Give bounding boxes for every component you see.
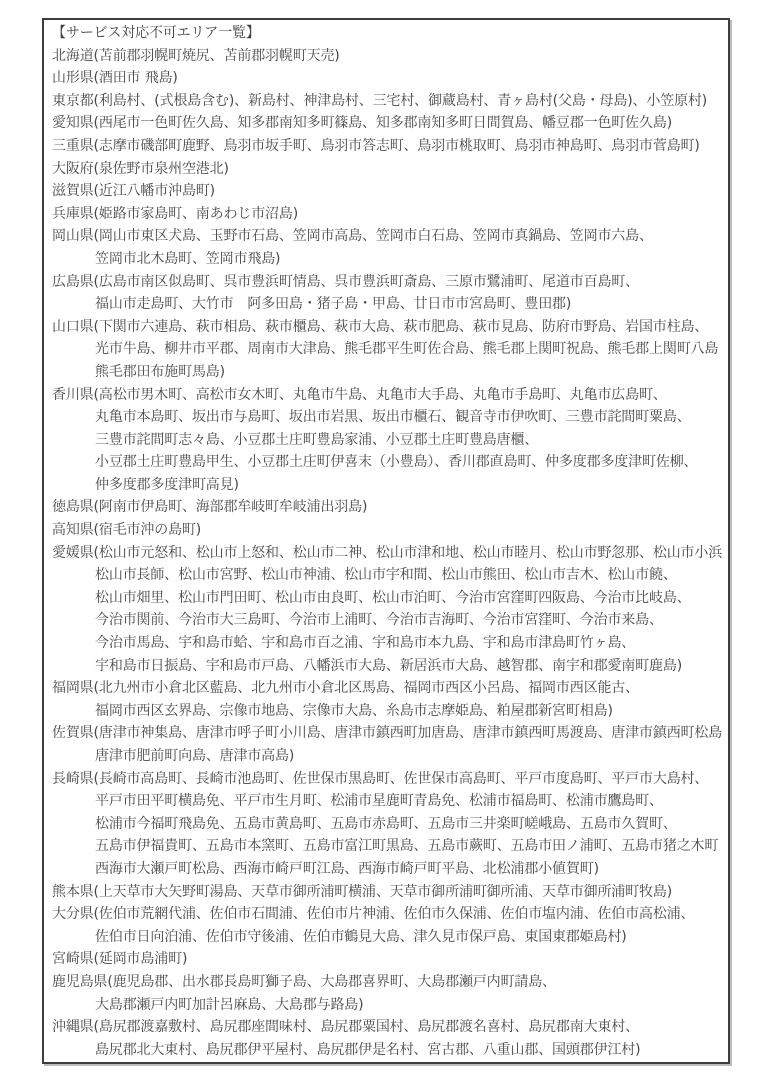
line-tokyo: 東京都(利島村、(式根島含む)、新島村、神津島村、三宅村、御蔵島村、青ヶ島村(父島・母島)、小笠原村) bbox=[52, 92, 708, 109]
line-fukuoka: 福岡県(北九州市小倉北区藍島、北九州市小倉北区馬島、福岡市西区小呂島、福岡市西区能古、 bbox=[52, 680, 640, 697]
line-kagawa-cont-3: 小豆郡土庄町豊島甲生、小豆郡土庄町伊喜末（小豊島）、香川郡直島町、仲多度郡多度津町佐柳、 bbox=[95, 454, 698, 471]
line-yamaguchi-cont-1: 光市牛島、柳井市平郡、周南市大津島、熊毛郡平生町佐合島、熊毛郡上関町祝島、熊毛郡上関町八島 bbox=[95, 341, 719, 358]
line-aichi: 愛知県(西尾市一色町佐久島、知多郡南知多町篠島、知多郡南知多町日間賀島、幡豆郡一色町佐久島) bbox=[52, 115, 673, 132]
line-okayama: 岡山県(岡山市東区犬島、玉野市石島、笠岡市高島、笠岡市白石島、笠岡市真鍋島、笠岡市六島、 bbox=[52, 228, 653, 245]
line-oita-cont: 佐伯市日向泊浦、佐伯市守後浦、佐伯市鶴見大島、津久見市保戸島、東国東郡姫島村) bbox=[95, 928, 627, 945]
line-hokkaido: 北海道(苫前郡羽幌町焼尻、苫前郡羽幌町天売) bbox=[52, 47, 340, 64]
line-okinawa-cont: 島尻郡北大東村、島尻郡伊平屋村、島尻郡伊是名村、宮古郡、八重山郡、国頭郡伊江村) bbox=[95, 1041, 641, 1058]
line-shiga: 滋賀県(近江八幡市沖島町) bbox=[52, 183, 215, 200]
line-kumamoto: 熊本県(上天草市大矢野町湯島、天草市御所浦町横浦、天草市御所浦町御所浦、天草市御所浦町牧島) bbox=[52, 883, 673, 900]
line-kagoshima-cont: 大島郡瀬戸内町加計呂麻島、大島郡与路島) bbox=[95, 996, 364, 1013]
line-oita: 大分県(佐伯市荒網代浦、佐伯市石間浦、佐伯市片神浦、佐伯市久保浦、佐伯市塩内浦、佐伯市高松浦、 bbox=[52, 906, 695, 923]
line-yamagata: 山形県(酒田市 飛島) bbox=[52, 70, 178, 87]
line-ehime-cont-5: 宇和島市日振島、宇和島市戸島、八幡浜市大島、新居浜市大島、越智郡、南宇和郡愛南町鹿島) bbox=[95, 657, 683, 674]
line-nagasaki: 長崎県(長崎市高島町、長崎市池島町、佐世保市黒島町、佐世保市高島町、平戸市度島町、平戸市大島村、 bbox=[52, 770, 709, 787]
line-ehime-cont-4: 今治市馬島、宇和島市蛤、宇和島市百之浦、宇和島市本九島、宇和島市津島町竹ヶ島、 bbox=[95, 635, 636, 652]
line-kagawa: 香川県(高松市男木町、高松市女木町、丸亀市牛島、丸亀市大手島、丸亀市手島町、丸亀市広島町、 bbox=[52, 386, 667, 403]
line-ehime-cont-3: 今治市関前、今治市大三島町、今治市上浦町、今治市吉海町、今治市宮窪町、今治市来島、 bbox=[95, 612, 663, 629]
line-yamaguchi-cont-2: 熊毛郡田布施町馬島) bbox=[95, 363, 225, 380]
line-kagawa-cont-1: 丸亀市本島町、坂出市与島町、坂出市岩黒、坂出市櫃石、観音寺市伊吹町、三豊市詫間町粟島、 bbox=[95, 409, 691, 426]
service-unavailable-area-list bbox=[42, 18, 730, 1064]
line-hyogo: 兵庫県(姫路市家島町、南あわじ市沼島) bbox=[52, 205, 299, 222]
line-kagoshima: 鹿児島県(鹿児島郡、出水郡長島町獅子島、大島郡喜界町、大島郡瀬戸内町請島、 bbox=[52, 973, 556, 990]
line-tokushima: 徳島県(阿南市伊島町、海部郡牟岐町牟岐浦出羽島) bbox=[52, 499, 368, 516]
line-kagawa-cont-2: 三豊市詫間町志々島、小豆郡土庄町豊島家浦、小豆郡土庄町豊島唐櫃、 bbox=[95, 431, 539, 448]
line-saga-cont: 唐津市肥前町向島、唐津市高島) bbox=[95, 748, 295, 764]
line-hiroshima: 広島県(広島市南区似島町、呉市豊浜町情島、呉市豊浜町斎島、三原市鷺浦町、尾道市百島町、 bbox=[52, 273, 640, 290]
line-hiroshima-cont: 福山市走島町、大竹市 阿多田島・猪子島・甲島、廿日市市宮島町、豊田郡) bbox=[95, 296, 572, 313]
line-okayama-cont: 笠岡市北木島町、笠岡市飛島) bbox=[95, 250, 281, 267]
line-fukuoka-cont: 福岡市西区玄界島、宗像市地島、宗像市大島、糸島市志摩姫島、粕屋郡新宮町相島) bbox=[95, 702, 613, 719]
line-mie: 三重県(志摩市磯部町鹿野、鳥羽市坂手町、鳥羽市答志町、鳥羽市桃取町、鳥羽市神島町、鳥羽市菅島町) bbox=[52, 137, 700, 154]
line-kagawa-cont-4: 仲多度郡多度津町高見) bbox=[95, 476, 239, 493]
line-nagasaki-cont-4: 西海市大瀬戸町松島、西海市崎戸町江島、西海市崎戸町平島、北松浦郡小値賀町) bbox=[95, 860, 599, 877]
line-ehime-cont-1: 松山市長師、松山市宮野、松山市神浦、松山市宇和間、松山市熊田、松山市吉木、松山市饒、 bbox=[95, 567, 677, 584]
line-okinawa: 沖縄県(島尻郡渡嘉敷村、島尻郡座間味村、島尻郡粟国村、島尻郡渡名喜村、島尻郡南大東村、 bbox=[52, 1019, 640, 1036]
line-ehime-cont-2: 松山市畑里、松山市門田町、松山市由良町、松山市泊町、今治市宮窪町四阪島、今治市比岐島、 bbox=[95, 589, 691, 606]
line-yamaguchi: 山口県(下関市六連島、萩市相島、萩市櫃島、萩市大島、萩市肥島、萩市見島、防府市野島、岩国市柱島、 bbox=[52, 318, 709, 335]
line-nagasaki-cont-3: 五島市伊福貴町、五島市本窯町、五島市富江町黒島、五島市蕨町、五島市田ノ浦町、五島市猪之木町 bbox=[95, 838, 719, 855]
line-nagasaki-cont-2: 松浦市今福町飛島免、五島市黄島町、五島市赤島町、五島市三井楽町嵯峨島、五島市久賀町、 bbox=[95, 815, 677, 832]
line-osaka: 大阪府(泉佐野市泉州空港北) bbox=[52, 160, 229, 177]
line-ehime: 愛媛県(松山市元怒和、松山市上怒和、松山市二神、松山市津和地、松山市睦月、松山市野忽那、松山市小浜 bbox=[52, 544, 723, 561]
line-kochi: 高知県(宿毛市沖の島町) bbox=[52, 522, 202, 539]
document-title: 【サービス対応不可エリア一覧】 bbox=[52, 25, 260, 41]
line-miyazaki: 宮崎県(延岡市島浦町) bbox=[52, 951, 188, 968]
line-saga: 佐賀県(唐津市神集島、唐津市呼子町小川島、唐津市鎮西町加唐島、唐津市鎮西町馬渡島、唐津市鎮西町松島 bbox=[52, 725, 723, 742]
line-nagasaki-cont-1: 平戸市田平町横島免、平戸市生月町、松浦市星鹿町青島免、松浦市福島町、松浦市鷹島町、 bbox=[95, 793, 663, 810]
